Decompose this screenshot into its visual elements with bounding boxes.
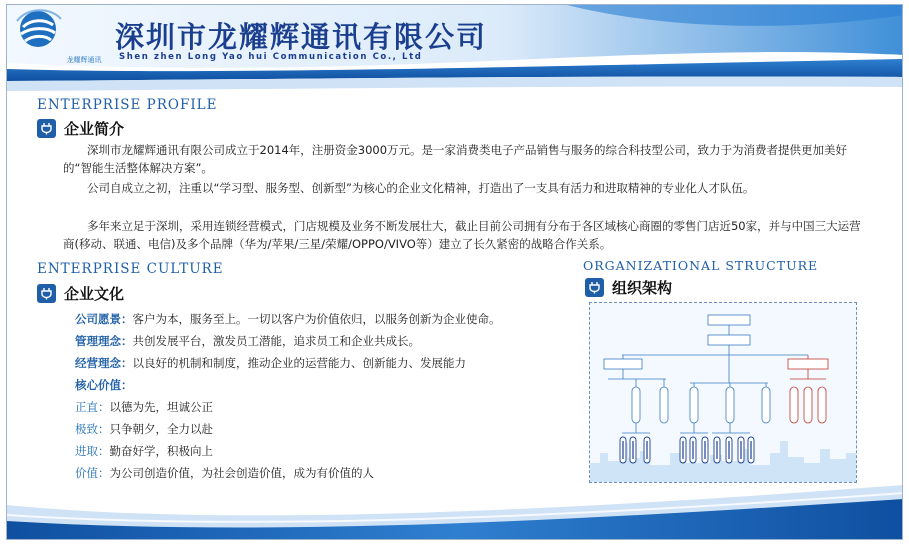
org-chart	[589, 302, 857, 483]
culture-en-title: ENTERPRISE CULTURE	[37, 261, 224, 277]
plug-icon	[37, 119, 56, 138]
org-cn-title: 组织架构	[612, 279, 673, 297]
company-name-en: Shen zhen Long Yao hui Communication Co., Ltd	[119, 52, 423, 62]
core-values-label: 核心价值：	[75, 378, 133, 392]
value-key: 正直：	[75, 400, 110, 414]
culture-heading	[37, 283, 124, 304]
org-chart-graphic	[590, 303, 857, 483]
culture-item-vision	[75, 311, 501, 327]
culture-cn-title: 企业文化	[64, 285, 125, 303]
logo-text: 龙耀辉通讯	[66, 56, 102, 64]
profile-paragraph: 多年来立足于深圳，采用连锁经营模式，门店规模及业务不断发展壮大，截止目前公司拥有分布于各区域核心商圈的零售门店近50家，并与中国三大运营商(移动、联通、电信)及多个品牌（华为/苹果/三星/荣耀/OPPO/VIVO等）建立了长久紧密的战略合作关系。	[63, 219, 861, 251]
culture-item-business	[75, 355, 466, 371]
core-values-title	[75, 377, 133, 393]
company-name-cn: 深圳市龙耀辉通讯有限公司	[115, 20, 488, 54]
org-heading	[585, 277, 672, 298]
value-text: 只争朝夕，全力以赴	[109, 422, 213, 436]
value-text: 以德为先，坦诚公正	[109, 400, 213, 414]
profile-paragraph: 深圳市龙耀辉通讯有限公司成立于2014年，注册资金3000万元。是一家消费类电子产品销售与服务的综合科技型公司，致力于为消费者提供更加美好的“智能生活整体解决方案”。	[63, 143, 848, 175]
org-en-title: ORGANIZATIONAL STRUCTURE	[583, 258, 819, 273]
culture-item-key: 管理理念：	[75, 334, 133, 348]
value-item	[75, 399, 213, 415]
value-text: 为公司创造价值，为社会创造价值，成为有价值的人	[109, 466, 374, 480]
value-item	[75, 443, 213, 459]
culture-item-text: 客户为本，服务至上。一切以客户为价值依归，以服务创新为企业使命。	[132, 312, 501, 326]
value-item	[75, 421, 213, 437]
profile-en-title: ENTERPRISE PROFILE	[37, 97, 218, 113]
value-key: 价值：	[75, 466, 110, 480]
culture-item-text: 以良好的机制和制度，推动企业的运营能力、创新能力、发展能力	[132, 356, 466, 370]
profile-cn-title: 企业简介	[64, 120, 125, 138]
value-key: 进取：	[75, 444, 110, 458]
header-banner	[7, 5, 903, 95]
value-text: 勤奋好学，积极向上	[109, 444, 213, 458]
value-key: 极致：	[75, 422, 110, 436]
profile-heading	[37, 118, 124, 139]
culture-item-key: 公司愿景：	[75, 312, 133, 326]
culture-item-management	[75, 333, 420, 349]
plug-icon	[585, 278, 604, 297]
profile-paragraph: 公司自成立之初，注重以“学习型、服务型、创新型”为核心的企业文化精神，打造出了一支具有活力和进取精神的专业化人才队伍。	[87, 181, 755, 195]
plug-icon	[37, 284, 56, 303]
poster-board	[6, 4, 903, 540]
culture-item-text: 共创发展平台，激发员工潜能，追求员工和企业共成长。	[132, 334, 420, 348]
footer-swoosh	[7, 475, 903, 540]
culture-item-key: 经营理念：	[75, 356, 133, 370]
